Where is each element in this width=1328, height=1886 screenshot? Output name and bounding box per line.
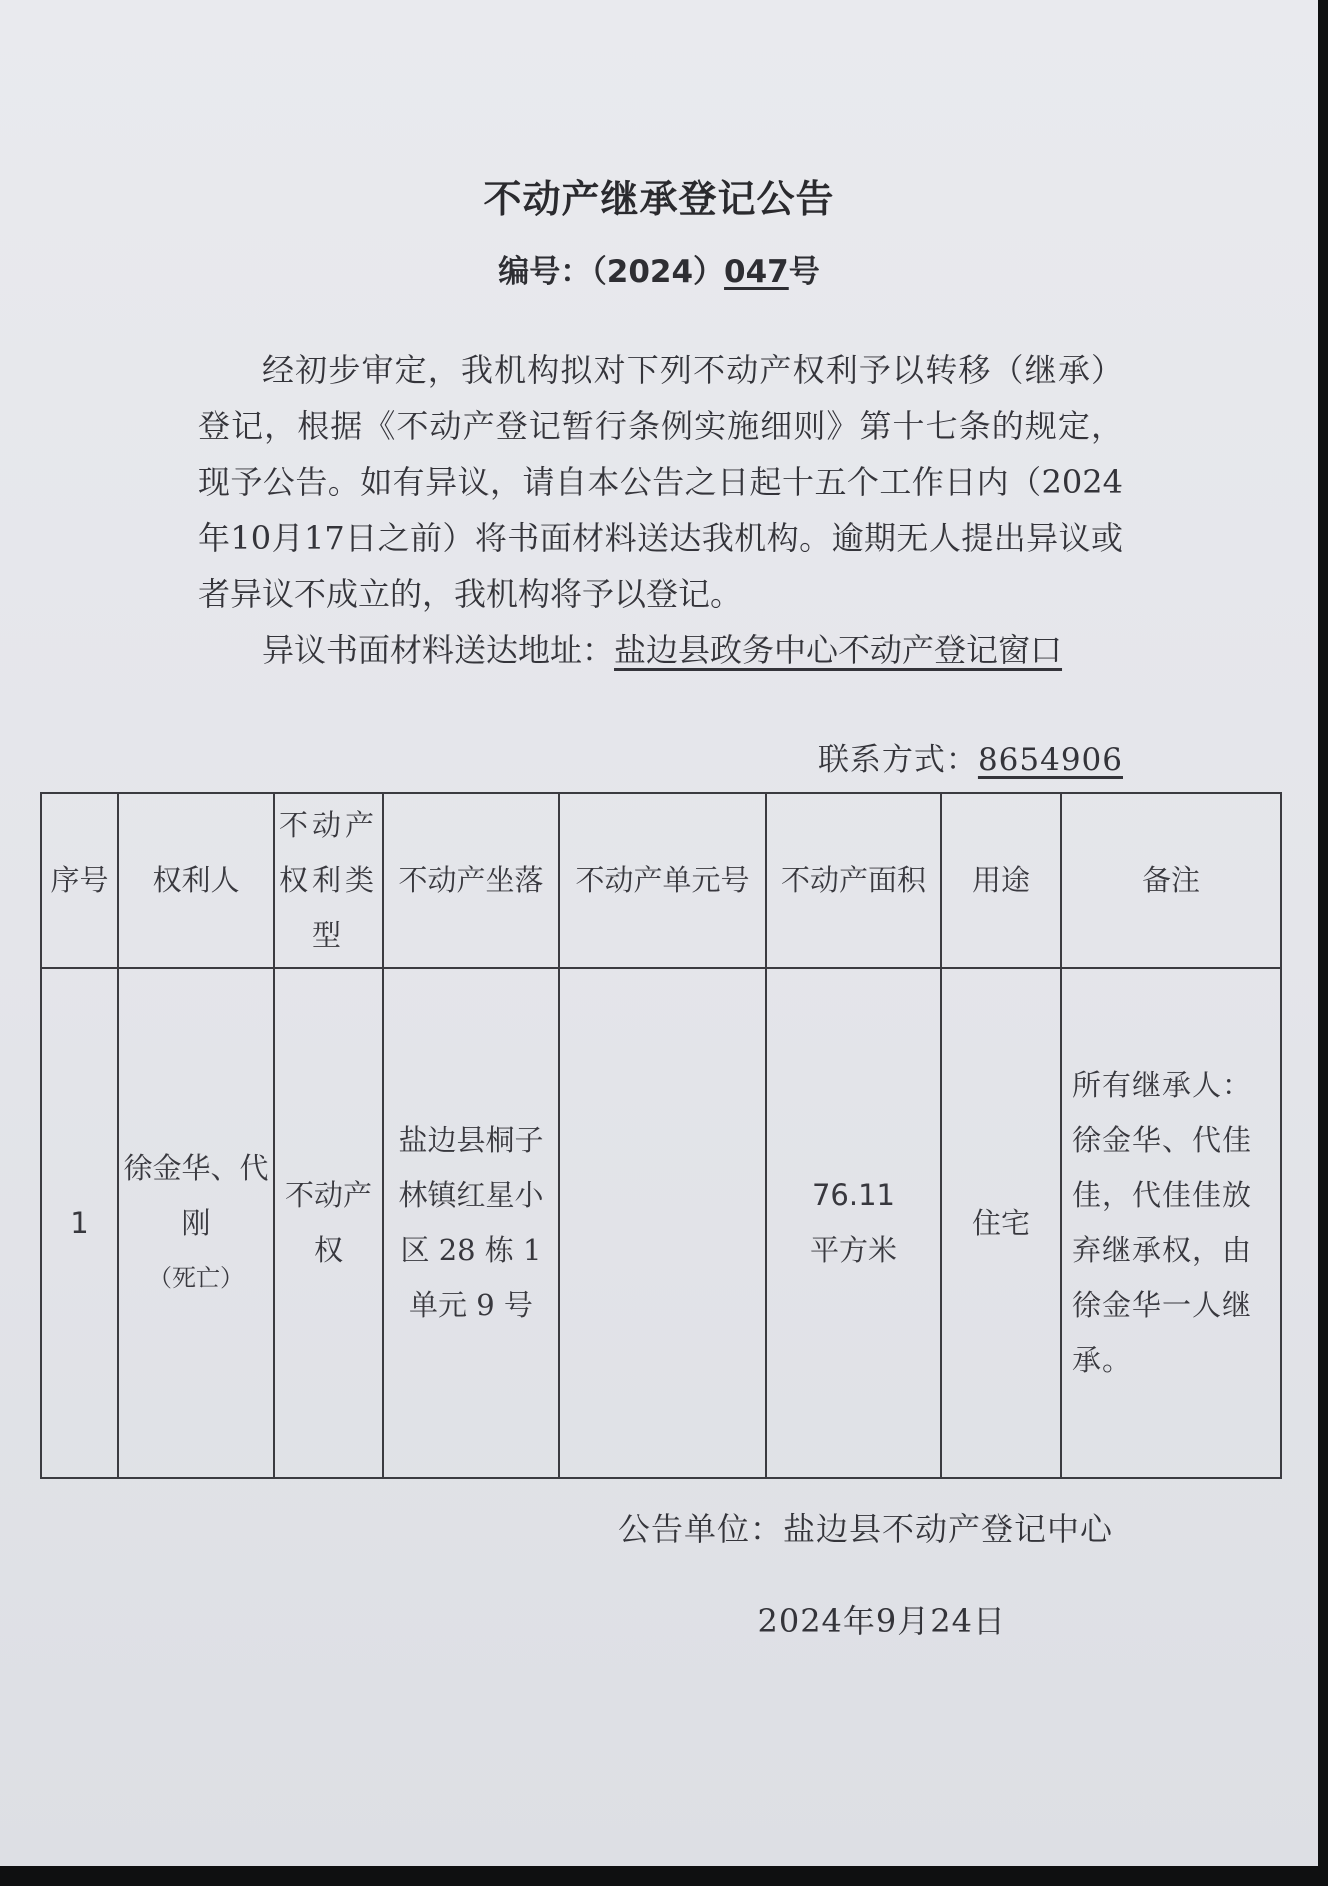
area-unit: 平方米 — [809, 1233, 897, 1267]
notice-body — [198, 342, 1123, 678]
area-value: 76.11 — [811, 1178, 896, 1212]
table-row — [41, 968, 1281, 1478]
header-location: 不动产坐落 — [383, 793, 559, 968]
contact-phone: 8654906 — [977, 742, 1123, 778]
table-header-row — [41, 793, 1281, 968]
header-seq: 序号 — [41, 793, 118, 968]
notice-paragraph: 经初步审定，我机构拟对下列不动产权利予以转移（继承）登记，根据《不动产登记暂行条例实施细则》第十七条的规定，现予公告。如有异议，请自本公告之日起十五个工作日内（2024年10月17日之前）将书面材料送达我机构。逾期无人提出异议或者异议不成立的，我机构将予以登记。 — [198, 351, 1123, 613]
document-number-suffix: 号 — [788, 254, 820, 290]
property-table — [40, 792, 1282, 1479]
cell-area — [766, 968, 941, 1478]
header-holder: 权利人 — [118, 793, 274, 968]
cell-remark: 所有继承人：徐金华、代佳佳，代佳佳放弃继承权，由徐金华一人继承。 — [1061, 968, 1281, 1478]
cell-unit-no — [559, 968, 766, 1478]
document-number — [0, 246, 1318, 291]
header-right-type: 不动产权利类型 — [274, 793, 383, 968]
contact-info — [818, 734, 1123, 779]
document-number-value: 047 — [724, 254, 789, 290]
holder-names: 徐金华、代刚 — [123, 1150, 269, 1240]
header-usage: 用途 — [941, 793, 1061, 968]
holder-note: （死亡） — [148, 1263, 244, 1292]
address-label: 异议书面材料送达地址： — [262, 631, 615, 669]
notice-title: 不动产继承登记公告 — [483, 177, 835, 221]
document-number-prefix: 编号：（2024） — [498, 254, 725, 290]
issuer-line: 公告单位：盐边县不动产登记中心 — [617, 1510, 1113, 1548]
header-area: 不动产面积 — [766, 793, 941, 968]
cell-location: 盐边县桐子林镇红星小区 28 栋 1 单元 9 号 — [383, 968, 559, 1478]
issue-date: 2024年9月24日 — [757, 1602, 1006, 1640]
cell-holder — [118, 968, 274, 1478]
header-remark: 备注 — [1061, 793, 1281, 968]
contact-label: 联系方式： — [817, 742, 978, 778]
objection-address — [198, 622, 1123, 678]
cell-right-type: 不动产权 — [274, 968, 383, 1478]
header-unit-no: 不动产单元号 — [559, 793, 766, 968]
cell-seq: 1 — [41, 968, 118, 1478]
cell-usage: 住宅 — [941, 968, 1061, 1478]
address-value: 盐边县政务中心不动产登记窗口 — [614, 631, 1063, 669]
